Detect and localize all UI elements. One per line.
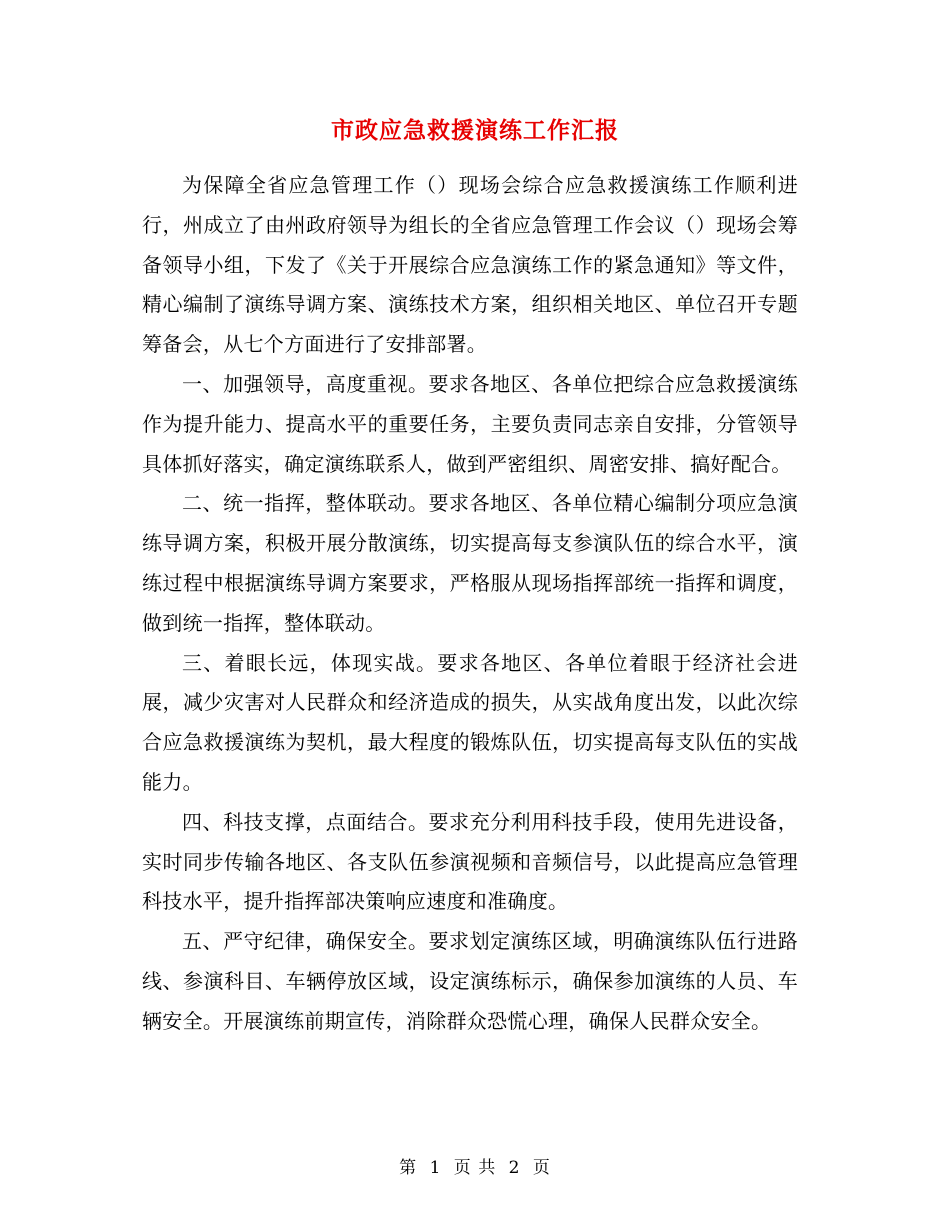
total-pages-number: 2 [508, 1158, 521, 1178]
paragraph-section-2: 二、统一指挥，整体联动。要求各地区、各单位精心编制分项应急演练导调方案，积极开展分散演练，切实提高每支参演队伍的综合水平，演练过程中根据演练导调方案要求，严格服从现场指挥部统一指挥和调度，做到统一指挥，整体联动。 [142, 491, 798, 635]
intro-paragraph: 为保障全省应急管理工作（）现场会综合应急救援演练工作顺利进行，州成立了由州政府领导为组长的全省应急管理工作会议（）现场会筹备领导小组，下发了《关于开展综合应急演练工作的紧急通知》等文件，精心编制了演练导调方案、演练技术方案，组织相关地区、单位召开专题筹备会，从七个方面进行了安排部署。 [142, 173, 798, 357]
document-title: 市政应急救援演练工作汇报 [331, 117, 619, 144]
page-footer [0, 1153, 950, 1178]
footer-middle: 页 共 [453, 1158, 497, 1178]
paragraph-section-1: 一、加强领导，高度重视。要求各地区、各单位把综合应急救援演练作为提升能力、提高水平的重要任务，主要负责同志亲自安排，分管领导具体抓好落实，确定演练联系人，做到严密组织、周密安排、搞好配合。 [142, 371, 798, 476]
document-body [142, 166, 798, 1042]
footer-prefix: 第 [399, 1158, 418, 1178]
paragraph-section-4: 四、科技支撑，点面结合。要求充分利用科技手段，使用先进设备，实时同步传输各地区、各支队伍参演视频和音频信号，以此提高应急管理科技水平，提升指挥部决策响应速度和准确度。 [142, 809, 798, 914]
paragraph-section-3: 三、着眼长远，体现实战。要求各地区、各单位着眼于经济社会进展，减少灾害对人民群众和经济造成的损失，从实战角度出发，以此次综合应急救援演练为契机，最大程度的锻炼队伍，切实提高每支队伍的实战能力。 [142, 650, 798, 794]
paragraph-section-5: 五、严守纪律，确保安全。要求划定演练区域，明确演练队伍行进路线、参演科目、车辆停放区域，设定演练标示，确保参加演练的人员、车辆安全。开展演练前期宣传，消除群众恐慌心理，确保人民群众安全。 [142, 929, 798, 1033]
footer-suffix: 页 [532, 1158, 551, 1178]
current-page-number: 1 [429, 1158, 442, 1178]
